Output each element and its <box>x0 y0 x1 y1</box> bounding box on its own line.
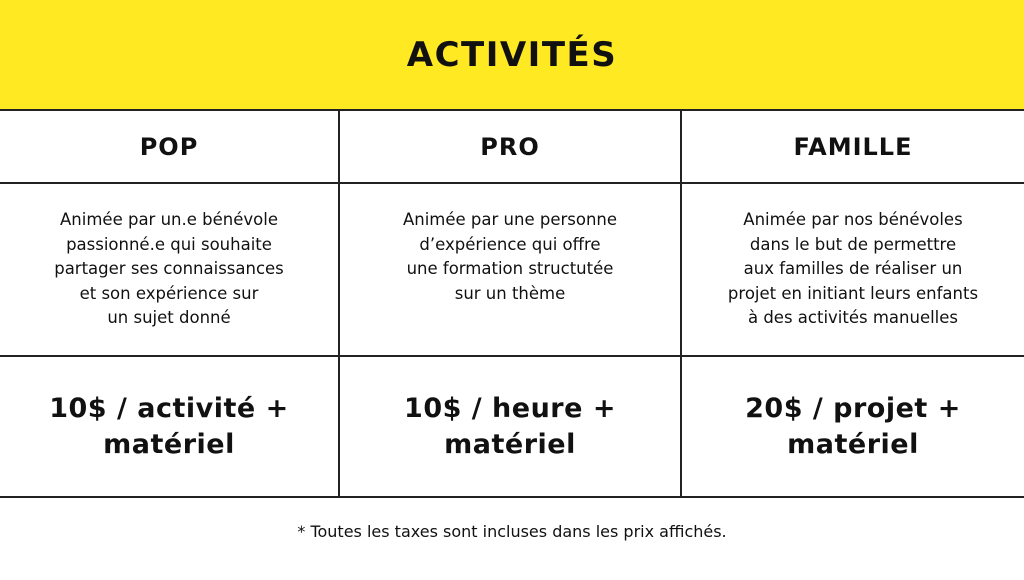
description-line: partager ses connaissances <box>54 259 284 278</box>
column-header-pro: PRO <box>340 111 682 184</box>
description-line: passionné.e qui souhaite <box>66 234 272 254</box>
column-header-pop: POP <box>0 111 340 184</box>
description-line: à des activités manuelles <box>747 308 959 327</box>
description-line: Animée par une personne <box>402 210 618 229</box>
price-pro <box>340 357 682 496</box>
title-banner <box>0 0 1024 109</box>
price-line: matériel <box>444 428 576 460</box>
column-header-famille: FAMILLE <box>682 111 1024 184</box>
description-pro <box>340 184 682 357</box>
description-line: Animée par nos bénévoles <box>743 210 963 229</box>
description-line: dans le but de permettre <box>749 234 957 254</box>
description-line: Animée par un.e bénévole <box>60 210 278 229</box>
description-line: projet en initiant leurs enfants <box>727 283 979 303</box>
description-line: sur un thème <box>454 283 566 303</box>
tax-footnote: * Toutes les taxes sont incluses dans les prix affichés. <box>297 522 727 541</box>
price-line: 10$ / activité + <box>49 392 289 424</box>
description-line: et son expérience sur <box>79 283 259 303</box>
description-line: aux familles de réaliser un <box>743 259 963 278</box>
price-line: 20$ / projet + <box>745 392 961 424</box>
price-line: matériel <box>103 428 235 460</box>
description-line: un sujet donné <box>107 308 231 327</box>
description-famille <box>682 184 1024 357</box>
description-pop <box>0 184 340 357</box>
price-pop <box>0 357 340 496</box>
price-line: matériel <box>787 428 919 460</box>
page-title: ACTIVITÉS <box>406 34 618 75</box>
description-line: d’expérience qui offre <box>419 234 601 254</box>
price-line: 10$ / heure + <box>404 392 616 424</box>
description-line: une formation structutée <box>406 259 614 278</box>
pricing-table <box>0 109 1024 498</box>
price-famille <box>682 357 1024 496</box>
